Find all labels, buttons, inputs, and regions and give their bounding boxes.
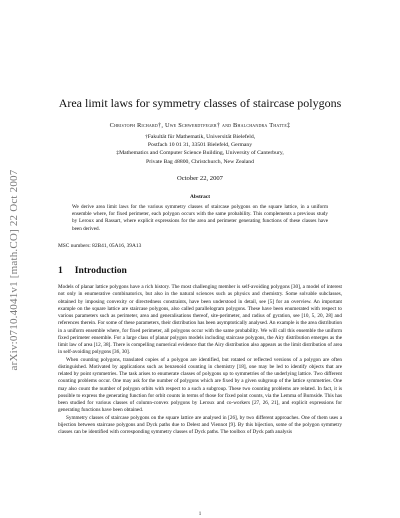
paragraph: Models of planar lattice polygons have a rich history. The most challenging member is self-avoiding polygons [30], a model of interest not only in enumerative combinatorics, but also in the natural sciences such as physics and chemistry. Some solvable subclasses, obtained by imposing convexity or directedness constraints, have been understood in detail, see [5] for an overview. An important example on the square lattice are staircase polygons, also called parallelogram polygons. These have been enumerated with respect to various parameters such as perimeter, area and generalisations thereof, site-perimeter, and radius of gyration, see [10, 5, 20, 28] and references therein. For some of these parameters, their distribution has been asymptotically analysed. An example is the area distribution in a uniform ensemble where, for fixed perimeter, all polygons occur with the same probability. We will call this ensemble the uniform fixed perimeter ensemble. For a large class of planar polygon models including staircase polygons, the Airy distribution emerges as the limit law of area [12, 38]. There is compelling numerical evidence that the Airy distribution also appears as the limit distribution of area in self-avoiding polygons [36, 30]. [58, 284, 342, 356]
paragraph: When counting polygons, translated copies of a polygon are identified, but rotated or reflected versions of a polygon are often distinguished. Motivated by applications such as benzenoid counting in chemistry [18], one may be led to identify objects that are related by point symmetries. The task arises to enumerate classes of polygons up to symmetries of the underlying lattice. Two different counting problems occur. One may ask for the number of polygons which are fixed by a given subgroup of the lattice symmetries. One may also count the number of polygon orbits with respect to a such a subgroup. These two counting problems are related. In fact, it is possible to express the generating function for orbit counts in terms of those for fixed point counts, via the Lemma of Burnside. This has been studied for various classes of column-convex polygons by Leroux and co-workers [27, 26, 21], and explicit expressions for generating functions have been obtained. [58, 356, 342, 414]
introduction-body [58, 284, 342, 436]
affiliation-line: Private Bag 48800, Christchurch, New Zealand [146, 158, 254, 165]
paper-title: Area limit laws for symmetry classes of staircase polygons [58, 96, 342, 110]
section-heading [58, 265, 342, 276]
abstract-text: We derive area limit laws for the various symmetry classes of staircase polygons on the square lattice, in a uniform ensemble where, for fixed perimeter, each polygon occurs with the same probability. This complements a previous study by Leroux and Rassart, where explicit expressions for the area and perimeter generating functions of these classes have been derived. [72, 203, 328, 232]
paragraph: Symmetry classes of staircase polygons on the square lattice are analysed in [26], by two different approaches. One of them uses a bijection between staircase polygons and Dyck paths due to Delest and Viennot [9]. By this bijection, some of the polygon symmetry classes can be identified with corresponding symmetry classes of Dyck paths. The toolbox of Dyck path analysis [58, 414, 342, 435]
author-list: Christoph Richard†, Uwe Schwerdtfeger† and Bhalchandra Thatte‡ [109, 122, 291, 129]
affiliations [58, 133, 342, 166]
paper-page [58, 0, 342, 517]
msc-numbers: MSC numbers: 82B41, 05A16, 39A13 [58, 243, 142, 249]
affiliation-line: Postfach 10 01 31, 33501 Bielefeld, Germany [147, 142, 253, 149]
section-number: 1 [58, 265, 63, 276]
arxiv-stamp [4, 120, 24, 420]
paper-date: October 22, 2007 [177, 174, 223, 182]
abstract-heading: Abstract [189, 193, 211, 200]
section-title: Introduction [74, 265, 127, 276]
affiliation-line: ‡Mathematics and Computer Science Building, University of Canterbury, [116, 150, 284, 157]
arxiv-identifier: arXiv:0710.4041v1 [math.CO] 22 Oct 2007 [8, 169, 20, 371]
page-number: 1 [198, 512, 202, 517]
affiliation-line: †Fakultät für Mathematik, Universität Bielefeld, [144, 134, 256, 140]
